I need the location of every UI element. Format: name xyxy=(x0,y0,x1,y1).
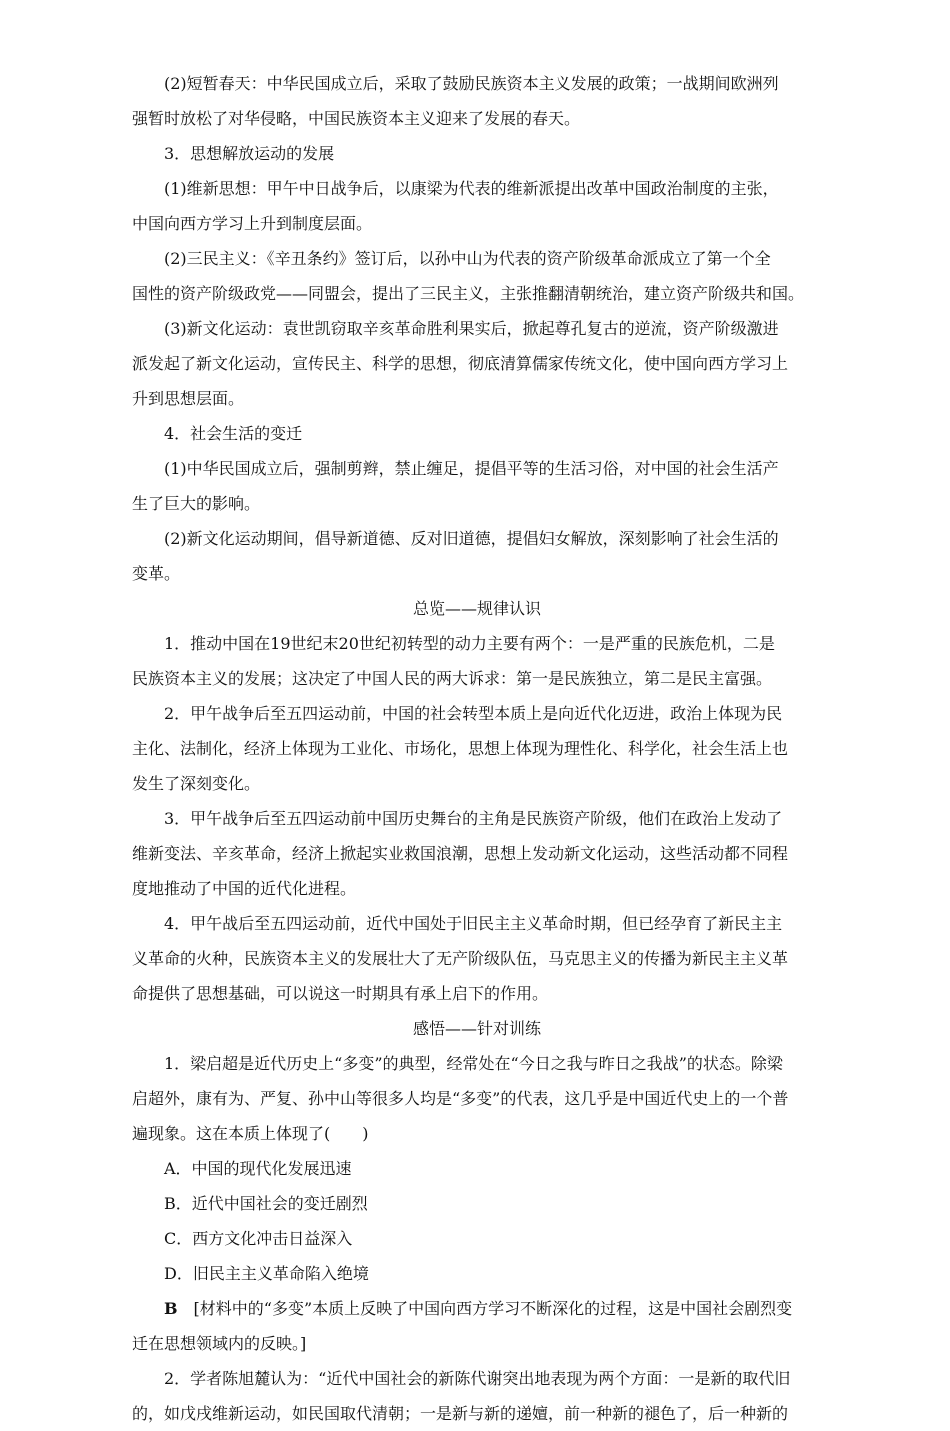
text-line xyxy=(132,101,822,136)
text-line xyxy=(132,416,822,451)
text-line xyxy=(132,1116,822,1151)
line-text: 的，如戊戌维新运动，如民国取代清朝；一是新与新的递嬗，前一种新的褪色了，后一种新的 xyxy=(132,1404,789,1423)
line-text: (1)中华民国成立后，强制剪辫，禁止缠足，提倡平等的生活习俗，对中国的社会生活产 xyxy=(164,459,779,478)
text-line xyxy=(132,941,822,976)
text-line xyxy=(132,311,822,346)
line-text: 维新变法、辛亥革命，经济上掀起实业救国浪潮，思想上发动新文化运动，这些活动都不同程 xyxy=(132,844,789,863)
line-text: 1．梁启超是近代历史上“多变”的典型，经常处在“今日之我与昨日之我战”的状态。除梁 xyxy=(164,1054,783,1073)
text-line xyxy=(132,1396,822,1431)
text-line xyxy=(132,1361,822,1396)
line-text: 派发起了新文化运动，宣传民主、科学的思想，彻底清算儒家传统文化，使中国向西方学习上 xyxy=(132,354,789,373)
line-text: 命提供了思想基础，可以说这一时期具有承上启下的作用。 xyxy=(132,984,549,1003)
text-line xyxy=(132,1081,822,1116)
line-text: D．旧民主主义革命陷入绝境 xyxy=(164,1264,369,1283)
text-line xyxy=(132,871,822,906)
text-line xyxy=(132,381,822,416)
line-text: 1．推动中国在19世纪末20世纪初转型的动力主要有两个：一是严重的民族危机，二是 xyxy=(164,634,775,653)
text-line xyxy=(132,1151,822,1186)
text-line xyxy=(132,1256,822,1291)
text-line xyxy=(132,1221,822,1256)
text-line xyxy=(132,1186,822,1221)
section-heading xyxy=(132,1011,822,1046)
line-text: 4．甲午战后至五四运动前，近代中国处于旧民主主义革命时期，但已经孕育了新民主主 xyxy=(164,914,783,933)
line-text: 迁在思想领域内的反映。] xyxy=(132,1334,307,1353)
line-text: 民族资本主义的发展；这决定了中国人民的两大诉求：第一是民族独立，第二是民主富强。 xyxy=(132,669,773,688)
answer-letter: B xyxy=(164,1299,178,1318)
line-text: 4．社会生活的变迁 xyxy=(164,424,303,443)
section-heading xyxy=(132,591,822,626)
document-body xyxy=(132,66,822,1431)
line-text: (2)三民主义：《辛丑条约》签订后，以孙中山为代表的资产阶级革命派成立了第一个全 xyxy=(164,249,771,268)
line-text: 强暂时放松了对华侵略，中国民族资本主义迎来了发展的春天。 xyxy=(132,109,581,128)
text-line xyxy=(132,241,822,276)
text-line xyxy=(132,626,822,661)
line-text: 3．思想解放运动的发展 xyxy=(164,144,335,163)
line-text: 度地推动了中国的近代化进程。 xyxy=(132,879,357,898)
line-text: 2．甲午战争后至五四运动前，中国的社会转型本质上是向近代化迈进，政治上体现为民 xyxy=(164,704,783,723)
line-text: (2)新文化运动期间，倡导新道德、反对旧道德，提倡妇女解放，深刻影响了社会生活的 xyxy=(164,529,779,548)
text-line xyxy=(132,836,822,871)
line-text: 义革命的火种，民族资本主义的发展壮大了无产阶级队伍，马克思主义的传播为新民主主义革 xyxy=(132,949,789,968)
line-text: 2．学者陈旭麓认为：“近代中国社会的新陈代谢突出地表现为两个方面：一是新的取代旧 xyxy=(164,1369,791,1388)
line-text: 发生了深刻变化。 xyxy=(132,774,261,793)
text-line xyxy=(132,66,822,101)
line-text: 感悟——针对训练 xyxy=(412,1019,541,1038)
text-line xyxy=(132,521,822,556)
line-text: A．中国的现代化发展迅速 xyxy=(164,1159,352,1178)
text-line xyxy=(132,661,822,696)
text-line xyxy=(132,276,822,311)
text-line xyxy=(132,346,822,381)
line-text: (3)新文化运动：袁世凯窃取辛亥革命胜利果实后，掀起尊孔复古的逆流，资产阶级激进 xyxy=(164,319,779,338)
line-text: 主化、法制化，经济上体现为工业化、市场化，思想上体现为理性化、科学化，社会生活上也 xyxy=(132,739,789,758)
text-line xyxy=(132,1046,822,1081)
text-line xyxy=(132,171,822,206)
line-text: 变革。 xyxy=(132,564,181,583)
text-line xyxy=(132,486,822,521)
text-line xyxy=(132,976,822,1011)
text-line xyxy=(132,731,822,766)
line-text: 3．甲午战争后至五四运动前中国历史舞台的主角是民族资产阶级，他们在政治上发动了 xyxy=(164,809,783,828)
line-text: B．近代中国社会的变迁剧烈 xyxy=(164,1194,368,1213)
text-line xyxy=(132,766,822,801)
text-line xyxy=(132,696,822,731)
line-text: 遍现象。这在本质上体现了( ) xyxy=(132,1124,369,1143)
line-text: 中国向西方学习上升到制度层面。 xyxy=(132,214,373,233)
text-line xyxy=(132,556,822,591)
line-text: C．西方文化冲击日益深入 xyxy=(164,1229,353,1248)
line-text: [材料中的“多变”本质上反映了中国向西方学习不断深化的过程，这是中国社会剧烈变 xyxy=(177,1299,793,1318)
line-text: 总览——规律认识 xyxy=(412,599,541,618)
text-line xyxy=(132,206,822,241)
line-text: 升到思想层面。 xyxy=(132,389,245,408)
line-text: 启超外，康有为、严复、孙中山等很多人均是“多变”的代表，这几乎是中国近代史上的一个普 xyxy=(132,1089,789,1108)
text-line xyxy=(132,451,822,486)
line-text: (1)维新思想：甲午中日战争后，以康梁为代表的维新派提出改革中国政治制度的主张， xyxy=(164,179,779,198)
text-line xyxy=(132,1291,822,1326)
text-line xyxy=(132,801,822,836)
text-line xyxy=(132,136,822,171)
text-line xyxy=(132,906,822,941)
line-text: 国性的资产阶级政党——同盟会，提出了三民主义，主张推翻清朝统治，建立资产阶级共和国。 xyxy=(132,284,805,303)
line-text: (2)短暂春天：中华民国成立后，采取了鼓励民族资本主义发展的政策；一战期间欧洲列 xyxy=(164,74,779,93)
line-text: 生了巨大的影响。 xyxy=(132,494,261,513)
